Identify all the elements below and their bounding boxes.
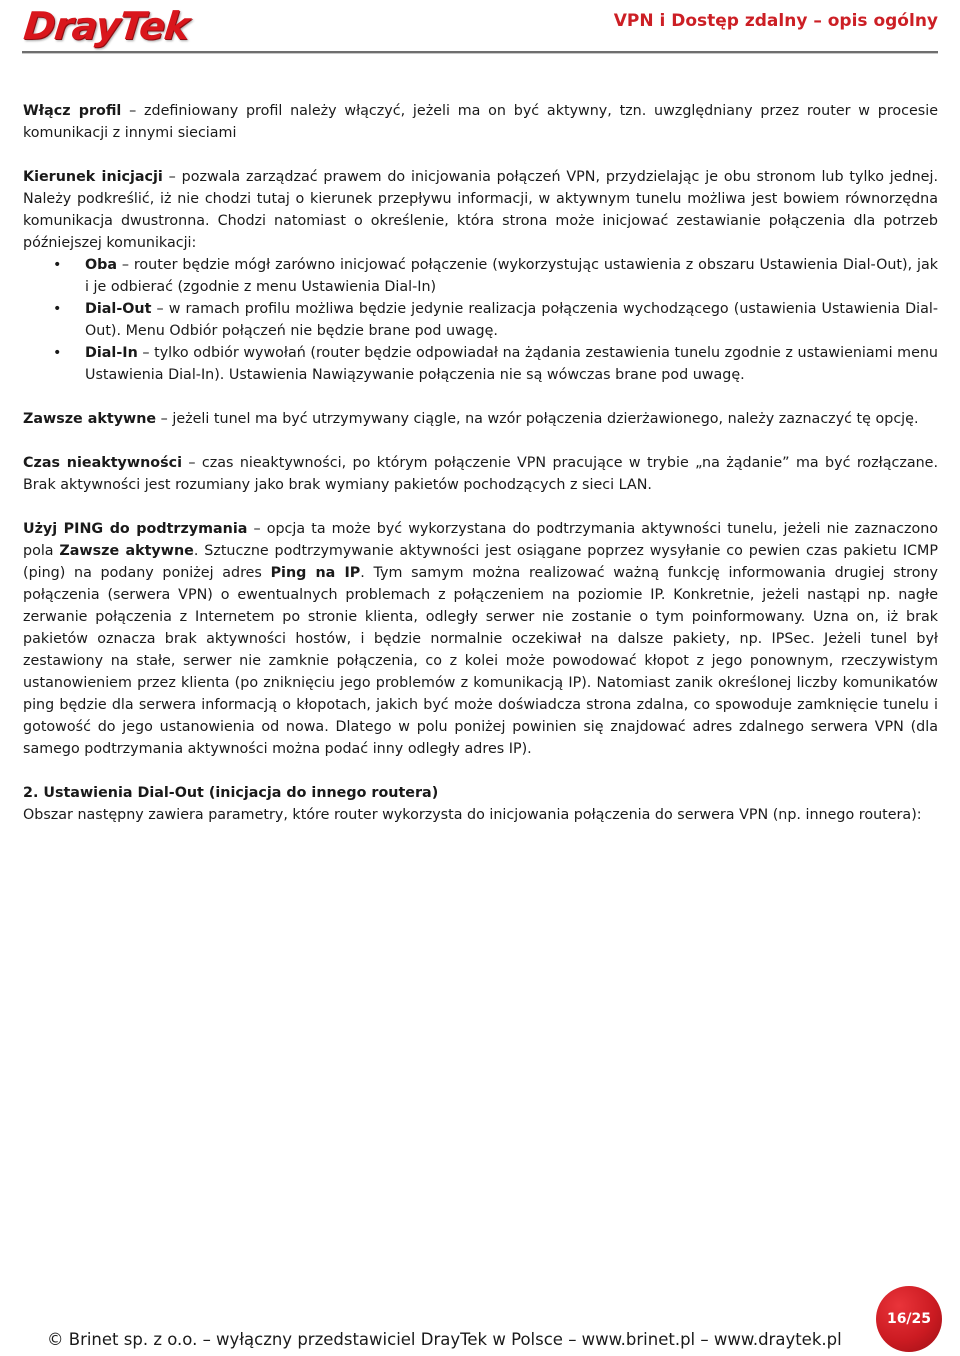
page-number-badge: 16/25: [876, 1286, 942, 1352]
term-wlacz-profil: Włącz profil: [23, 103, 122, 119]
term-dial-out: Dial-Out: [85, 301, 152, 317]
section-heading-text: 2. Ustawienia Dial-Out (inicjacja do innego routera): [23, 785, 439, 801]
term-zawsze-aktywne: Zawsze aktywne: [23, 411, 157, 427]
paragraph-zawsze-aktywne: [23, 408, 938, 430]
text-czas-nieaktywnosci: – czas nieaktywności, po którym połączenie VPN pracujące w trybie „na żądanie” ma być rozłączane. Brak aktywności jest rozumiany jako brak wymiany pakietów pochodzących z sieci LAN.: [23, 455, 938, 493]
term-kierunek-inicjacji: Kierunek inicjacji: [23, 169, 163, 185]
term-uzyj-ping: Użyj PING do podtrzymania: [23, 521, 248, 537]
text-oba: – router będzie mógł zarówno inicjować połączenie (wykorzystując ustawienia z obszaru Ustawienia Dial-Out), jak i je odbierać (zgodnie z menu Ustawienia Dial-In): [85, 257, 938, 295]
list-item-dial-out: [23, 298, 938, 342]
term-dial-in: Dial-In: [85, 345, 138, 361]
list-item-oba: [23, 254, 938, 298]
document-title: VPN i Dostęp zdalny – opis ogólny: [613, 11, 938, 31]
text-dial-in: – tylko odbiór wywołań (router będzie odpowiadał na żądania zestawienia tunelu zgodnie z ustawieniami menu Ustawienia Dial-In). Ustawienia Nawiązywanie połączenia nie są wówczas brane pod uwagę.: [85, 345, 938, 383]
text-dial-out: – w ramach profilu możliwa będzie jedynie realizacja połączenia wychodzącego (ustawienia Ustawienia Dial-Out). Menu Odbiór połączeń nie będzie brane pod uwagę.: [85, 301, 938, 339]
bullet-icon: •: [53, 301, 62, 317]
text-uzyj-ping-a: – opcja ta może być wykorzystana do podtrzymania aktywności tunelu, jeżeli nie zaznaczono pola: [23, 521, 939, 559]
direction-options-list: [23, 254, 938, 386]
text-kierunek-inicjacji: – pozwala zarządzać prawem do inicjowania połączeń VPN, przydzielając je obu stronom lub tylko jednej. Należy podkreślić, iż nie chodzi tutaj o kierunek przepływu informacji, w aktywnym tunelu możliwa jest bowiem równorzędna komunikacja dwustronna. Chodzi natomiast o określenie, która strona może inicjować zestawianie połączenia dla potrzeb późniejszej komunikacji:: [23, 169, 938, 251]
text-uzyj-ping-c: . Tym samym można realizować ważną funkcję informowania drugiej strony połączenia (serwera VPN) o ewentualnych problemach z połączeniem na poziomie IP. Konkretnie, jeżeli nastąpi np. nagłe zerwanie połączenia z Internetem po stronie klienta, odległy serwer nie zostanie o tym poinformowany. Uzna on, iż brak pakietów oznacza brak aktywności hostów, i będzie normalnie oczekiwał na dalsze pakiety, np. IPSec. Jeżeli tunel był zestawiony na stałe, serwer nie zamknie połączenia, co z kolei może powodować kłopot z jego ponownym, rzeczywistym ustanowieniem przez klienta (po zniknięciu jego problemów z komunikacją IP). Natomiast zanik określonej liczby komunikatów ping będzie dla serwera informacją o kłopotach, jakich być może doświadcza strona zdalna, co spowoduje zamknięcie tunelu i gotowość do jego ustanowienia od nowa. Dlatego w polu poniżej powinien się znajdować adres zdalnego serwera VPN (dla samego podtrzymania aktywności można podać inny odległy adres IP).: [23, 565, 938, 757]
term-zawsze-aktywne-ref: Zawsze aktywne: [59, 543, 194, 559]
footer-copyright: © Brinet sp. z o.o. – wyłączny przedstawiciel DrayTek w Polsce – www.brinet.pl – www.draytek.pl: [47, 1330, 842, 1349]
bullet-icon: •: [53, 345, 62, 361]
bullet-icon: •: [53, 257, 62, 273]
list-item-dial-in: [23, 342, 938, 386]
text-uzyj-ping-b: . Sztuczne podtrzymywanie aktywności jest osiągane poprzez wysyłanie co pewien czas pakietu ICMP (ping) na podany poniżej adres: [23, 543, 938, 581]
section-intro-dial-out: Obszar następny zawiera parametry, które router wykorzysta do inicjowania połączenia do serwera VPN (np. innego routera):: [23, 807, 922, 823]
term-czas-nieaktywnosci: Czas nieaktywności: [23, 455, 182, 471]
header-divider: [22, 51, 938, 54]
document-body: [23, 100, 938, 826]
draytek-logo: DrayTek: [21, 4, 191, 48]
paragraph-czas-nieaktywnosci: [23, 452, 938, 496]
text-zawsze-aktywne: – jeżeli tunel ma być utrzymywany ciągle, na wzór połączenia dzierżawionego, należy zaznaczyć tę opcję.: [156, 411, 919, 427]
text-wlacz-profil: – zdefiniowany profil należy włączyć, jeżeli ma on być aktywny, tzn. uwzględniany przez router w procesie komunikacji z innymi sieciami: [23, 103, 938, 141]
paragraph-uzyj-ping: [23, 518, 938, 760]
term-ping-na-ip: Ping na IP: [270, 565, 361, 581]
paragraph-wlacz-profil: [23, 100, 938, 144]
section-heading-dial-out: [23, 782, 938, 804]
term-oba: Oba: [85, 257, 118, 273]
paragraph-kierunek-inicjacji: [23, 166, 938, 254]
